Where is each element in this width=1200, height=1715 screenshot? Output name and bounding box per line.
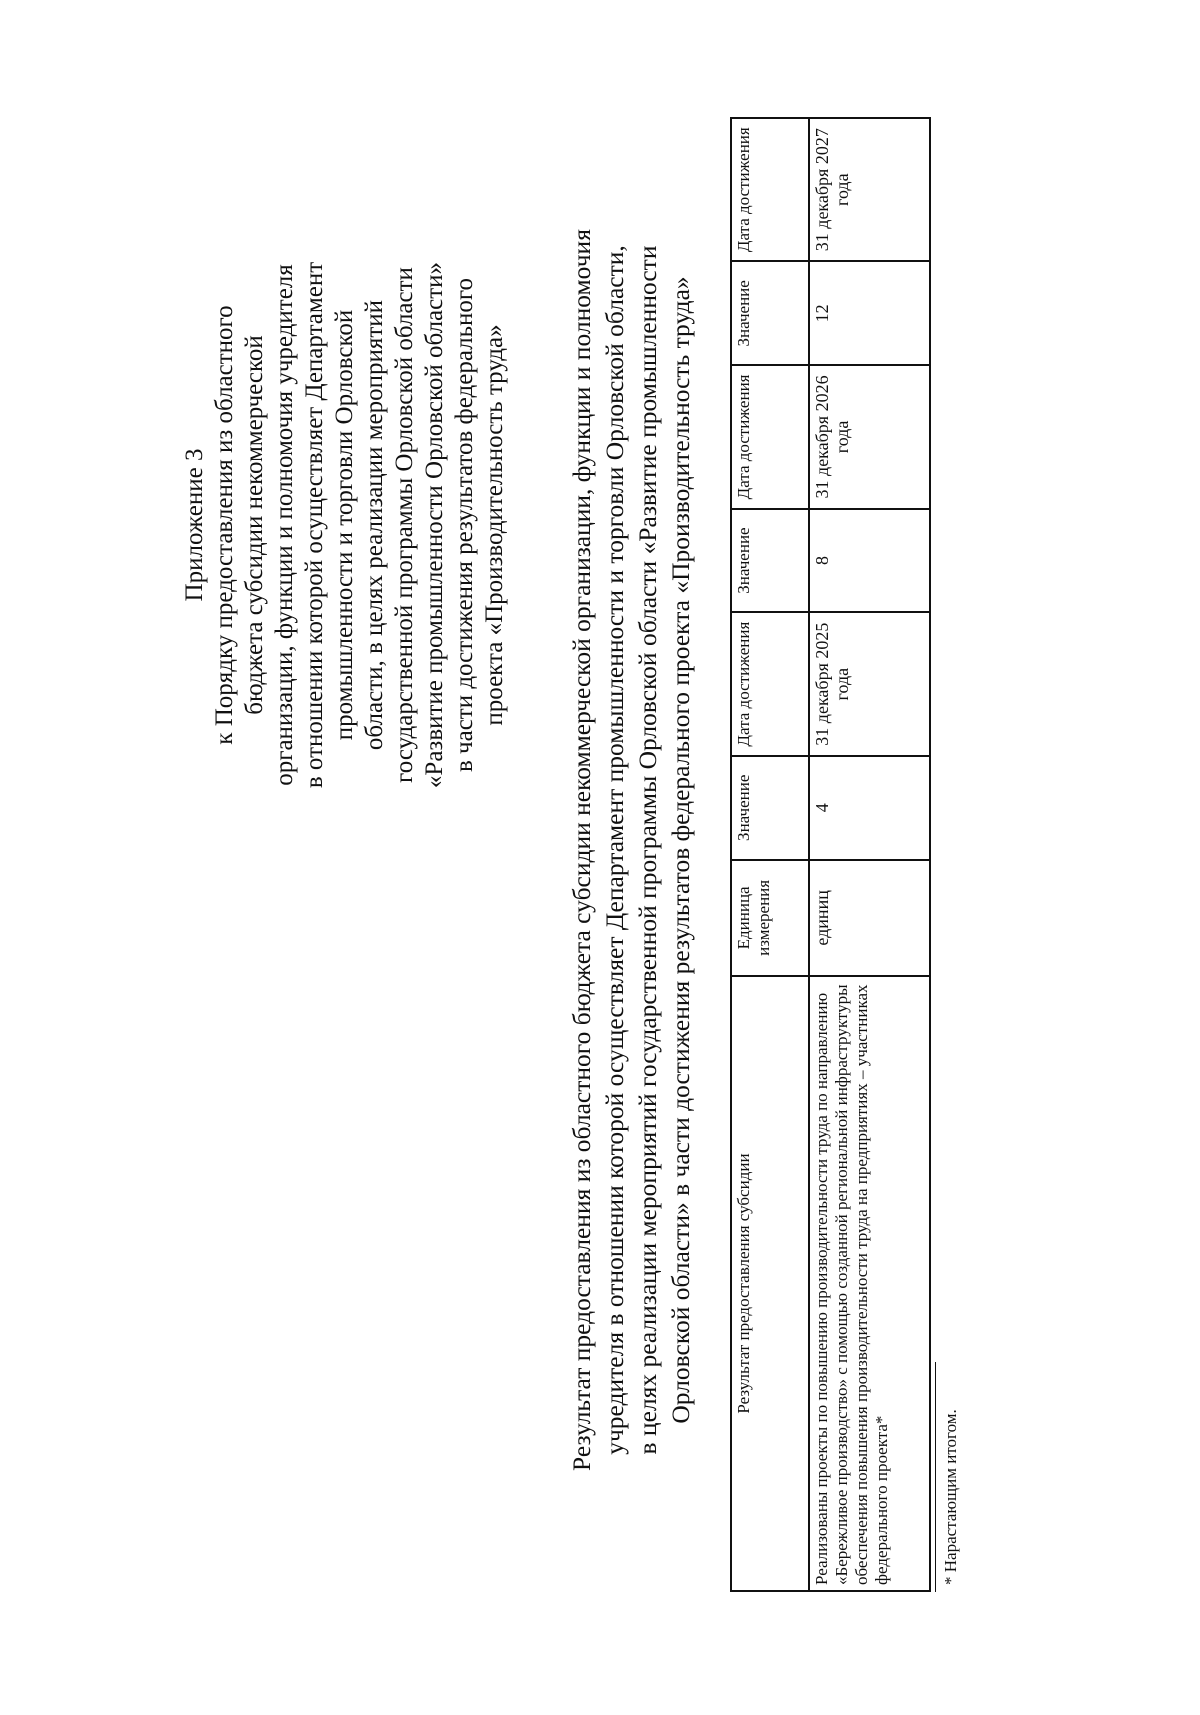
header-result: Результат предоставления субсидии — [731, 976, 809, 1591]
heading-line: в целях реализации мероприятий государственной программы Орловской области «Развитие промышленности — [633, 245, 662, 1455]
appendix-header — [180, 200, 510, 850]
heading-line: Результат предоставления из областного бюджета субсидии некоммерческой организации, функции и полномочия — [567, 229, 596, 1471]
appendix-line: государственной программы Орловской области — [391, 267, 418, 783]
table-header-row — [731, 118, 809, 1591]
appendix-line: к Порядку предоставления из областного — [211, 305, 238, 745]
heading-line: учредителя в отношении которой осуществляет Департамент промышленности и торговли Орловской области, — [600, 245, 629, 1455]
appendix-line: бюджета субсидии некоммерческой — [241, 335, 268, 715]
appendix-line: промышленности и торговли Орловской — [331, 309, 358, 741]
document-heading — [565, 215, 697, 1485]
heading-line: Орловской области» в части достижения результатов федерального проекта «Производительность труда» — [666, 276, 695, 1424]
appendix-line: организации, функции и полномочия учредителя — [271, 264, 298, 786]
cell-date-2026: 31 декабря 2026 года — [809, 365, 930, 508]
appendix-line: «Развитие промышленности Орловской области» — [421, 261, 448, 789]
header-value: Значение — [731, 756, 809, 860]
appendix-line: в части достижения результатов федерального — [451, 277, 478, 773]
appendix-line: Приложение 3 — [181, 448, 208, 602]
table-row — [809, 118, 930, 1591]
cell-value-2027: 12 — [809, 261, 930, 365]
header-date: Дата достижения — [731, 365, 809, 508]
cell-date-2027: 31 декабря 2027 года — [809, 118, 930, 261]
header-value: Значение — [731, 509, 809, 613]
cell-value-2026: 8 — [809, 509, 930, 613]
footnote-divider — [935, 1362, 936, 1592]
appendix-line: в отношении которой осуществляет Департамент — [301, 261, 328, 789]
header-unit: Единица измерения — [731, 860, 809, 976]
header-value: Значение — [731, 261, 809, 365]
footnote: * Нарастающим итогом. — [941, 1409, 960, 1585]
appendix-line: области, в целях реализации мероприятий — [361, 299, 388, 751]
cell-value-2025: 4 — [809, 756, 930, 860]
cell-date-2025: 31 декабря 2025 года — [809, 612, 930, 755]
results-table — [730, 117, 931, 1592]
header-date: Дата достижения — [731, 612, 809, 755]
cell-result: Реализованы проекты по повышению производительности труда по направлению «Бережливое производство» с помощью созданной региональной инфраструктуры обеспечения повышения производительности труда на предприятиях – участниках федерального проекта* — [809, 976, 930, 1591]
appendix-line: проекта «Производительность труда» — [481, 324, 508, 726]
cell-unit: единиц — [809, 860, 930, 976]
header-date: Дата достижения — [731, 118, 809, 261]
